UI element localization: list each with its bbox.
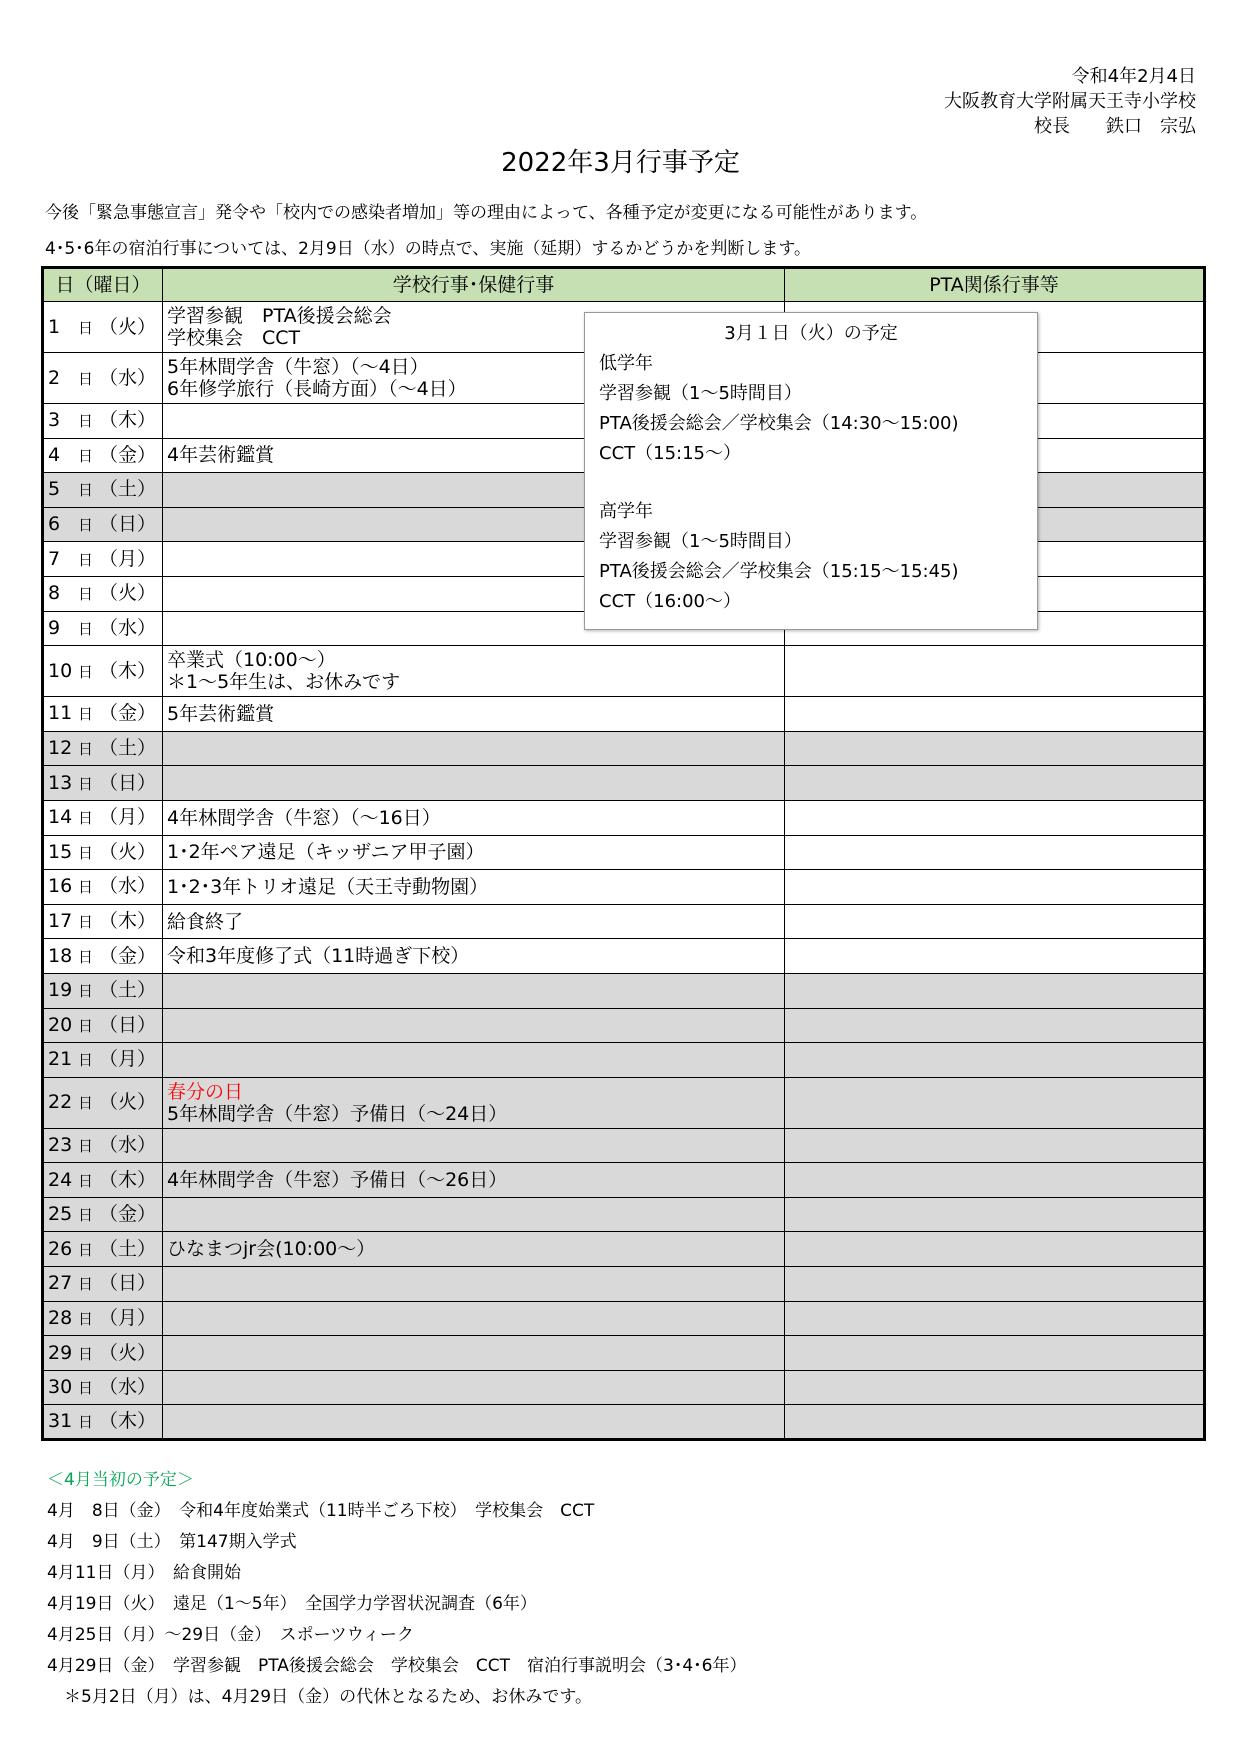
day-cell: [43, 611, 163, 646]
table-row: [43, 835, 1205, 870]
header-school-events: 学校行事･保健行事: [163, 268, 785, 302]
school-event-cell: [163, 1267, 785, 1302]
day-number: 3: [48, 409, 61, 432]
holiday-name: 春分の日: [167, 1080, 244, 1103]
table-row: [43, 1197, 1205, 1232]
school-event: 1･2年ペア遠足（キッザニア甲子園）: [167, 841, 485, 864]
letter-header: [944, 64, 1196, 139]
day-number: 13: [48, 771, 73, 794]
school-event: 4年芸術鑑賞: [167, 444, 275, 467]
day-cell: [43, 1008, 163, 1043]
weekday: （火）: [99, 840, 157, 863]
day-label: 日: [78, 1344, 94, 1363]
popup-upper-line: PTA後援会総会／学校集会（15:15～15:45): [599, 561, 959, 582]
school-event: 5年芸術鑑賞: [167, 702, 275, 725]
day-number: 10: [48, 659, 73, 682]
table-row: [43, 731, 1205, 766]
day-cell: [43, 646, 163, 697]
principal-name: 校長 鉄口 宗弘: [1034, 116, 1196, 137]
day-label: 日: [78, 878, 94, 897]
school-event: 学習参観 PTA後援会総会: [167, 305, 392, 327]
day-number: 26: [48, 1237, 73, 1260]
day-label: 日: [78, 1309, 94, 1328]
weekday: （水）: [99, 366, 157, 389]
day-cell: [43, 302, 163, 353]
april-item: 4月 8日（金） 令和4年度始業式（11時半ごろ下校） 学校集会 CCT: [47, 1501, 595, 1521]
weekday: （月）: [99, 806, 157, 829]
weekday: （火）: [99, 582, 157, 605]
day-cell: [43, 800, 163, 835]
day-number: 21: [48, 1048, 73, 1071]
weekday: （木）: [99, 910, 157, 933]
day-label: 日: [78, 369, 94, 388]
pta-event-cell: [785, 1405, 1205, 1440]
school-event-cell: [163, 904, 785, 939]
table-row: [43, 939, 1205, 974]
day-number: 12: [48, 737, 73, 760]
school-event: 4年林間学舎（牛窓）予備日（～26日）: [167, 1169, 508, 1192]
weekday: （土）: [99, 1237, 157, 1260]
day-cell: [43, 697, 163, 732]
table-row: [43, 973, 1205, 1008]
school-event: 給食終了: [167, 910, 244, 933]
table-row: [43, 1301, 1205, 1336]
day-label: 日: [78, 1275, 94, 1294]
table-row: [43, 1008, 1205, 1043]
weekday: （日）: [99, 1013, 157, 1036]
school-name: 大阪教育大学附属天王寺小学校: [944, 91, 1196, 112]
day-cell: [43, 1370, 163, 1405]
pta-event-cell: [785, 800, 1205, 835]
day-number: 2: [48, 366, 61, 389]
table-row: [43, 766, 1205, 801]
table-row: [43, 800, 1205, 835]
day-number: 8: [48, 582, 61, 605]
school-event: 1･2･3年トリオ遠足（天王寺動物園）: [167, 875, 489, 898]
pta-event-cell: [785, 1128, 1205, 1163]
popup-upper-line: 学習参観（1～5時間目）: [599, 531, 802, 552]
day-number: 5: [48, 478, 61, 501]
school-event-cell: [163, 870, 785, 905]
day-cell: [43, 1043, 163, 1078]
day-number: 17: [48, 910, 73, 933]
day-cell: [43, 973, 163, 1008]
april-item: 4月 9日（土） 第147期入学式: [47, 1532, 297, 1552]
school-event-cell: [163, 973, 785, 1008]
popup-lower-line: 学習参観（1～5時間目）: [599, 383, 802, 404]
pta-event-cell: [785, 1077, 1205, 1128]
table-row: [43, 646, 1205, 697]
day-number: 29: [48, 1341, 73, 1364]
school-event: 卒業式（10:00～）: [167, 649, 336, 672]
school-event-cell: [163, 1232, 785, 1267]
day-cell: [43, 1163, 163, 1198]
day-cell: [43, 542, 163, 577]
weekday: （土）: [99, 478, 157, 501]
day-number: 16: [48, 875, 73, 898]
pta-event-cell: [785, 766, 1205, 801]
april-item: 4月11日（月） 給食開始: [47, 1563, 241, 1583]
day-label: 日: [78, 550, 94, 569]
march-1-schedule-popup: [584, 312, 1038, 630]
pta-event-cell: [785, 1232, 1205, 1267]
school-event-cell: [163, 1336, 785, 1371]
day-number: 4: [48, 443, 61, 466]
pta-event-cell: [785, 1043, 1205, 1078]
header-pta-events: PTA関係行事等: [785, 268, 1205, 302]
table-row: [43, 1043, 1205, 1078]
header-day: 日（曜日）: [43, 268, 163, 302]
day-label: 日: [78, 516, 94, 535]
day-label: 日: [78, 1051, 94, 1070]
day-cell: [43, 1128, 163, 1163]
day-number: 23: [48, 1133, 73, 1156]
day-number: 22: [48, 1091, 73, 1114]
pta-event-cell: [785, 697, 1205, 732]
day-cell: [43, 731, 163, 766]
table-row: [43, 1077, 1205, 1128]
school-event: 学校集会 CCT: [167, 327, 301, 349]
school-event-cell: [163, 1043, 785, 1078]
day-label: 日: [78, 947, 94, 966]
day-label: 日: [78, 585, 94, 604]
day-cell: [43, 835, 163, 870]
pta-event-cell: [785, 731, 1205, 766]
day-number: 14: [48, 806, 73, 829]
pta-event-cell: [785, 1301, 1205, 1336]
popup-title: 3月１日（火）の予定: [724, 323, 898, 344]
day-cell: [43, 1301, 163, 1336]
pta-event-cell: [785, 1197, 1205, 1232]
weekday: （水）: [99, 1133, 157, 1156]
note-overnight: 4･5･6年の宿泊行事については、2月9日（水）の時点で、実施（延期）するかどうかを判断します。: [45, 239, 812, 259]
weekday: （火）: [99, 315, 157, 338]
day-cell: [43, 404, 163, 439]
day-label: 日: [78, 1206, 94, 1225]
day-label: 日: [78, 1136, 94, 1155]
table-header-row: [43, 268, 1205, 302]
april-item: 4月29日（金） 学習参観 PTA後援会総会 学校集会 CCT 宿泊行事説明会（3･4･6年）: [47, 1656, 747, 1676]
day-label: 日: [78, 318, 94, 337]
school-event: 5年林間学舎（牛窓）予備日（～24日）: [167, 1102, 508, 1125]
weekday: （金）: [99, 702, 157, 725]
school-event-cell: [163, 800, 785, 835]
pta-event-cell: [785, 1336, 1205, 1371]
day-label: 日: [78, 412, 94, 431]
school-event-cell: [163, 1077, 785, 1128]
school-event-cell: [163, 1301, 785, 1336]
weekday: （火）: [99, 1341, 157, 1364]
pta-event-cell: [785, 939, 1205, 974]
note-emergency: 今後「緊急事態宣言」発令や「校内での感染者増加」等の理由によって、各種予定が変更になる可能性があります。: [45, 203, 928, 223]
day-number: 9: [48, 616, 61, 639]
table-row: [43, 1267, 1205, 1302]
day-label: 日: [78, 843, 94, 862]
day-cell: [43, 939, 163, 974]
day-label: 日: [78, 619, 94, 638]
day-cell: [43, 473, 163, 508]
weekday: （月）: [99, 547, 157, 570]
day-cell: [43, 1405, 163, 1440]
day-label: 日: [78, 774, 94, 793]
weekday: （木）: [99, 659, 157, 682]
weekday: （月）: [99, 1306, 157, 1329]
school-event-cell: [163, 1370, 785, 1405]
pta-event-cell: [785, 973, 1205, 1008]
day-number: 24: [48, 1168, 73, 1191]
day-cell: [43, 766, 163, 801]
issue-date: 令和4年2月4日: [1071, 66, 1196, 87]
day-number: 27: [48, 1272, 73, 1295]
day-label: 日: [78, 913, 94, 932]
weekday: （火）: [99, 1091, 157, 1114]
pta-event-cell: [785, 835, 1205, 870]
day-cell: [43, 576, 163, 611]
weekday: （木）: [99, 409, 157, 432]
school-event-cell: [163, 1008, 785, 1043]
day-cell: [43, 1077, 163, 1128]
day-number: 1: [48, 315, 61, 338]
day-cell: [43, 1232, 163, 1267]
weekday: （水）: [99, 1376, 157, 1399]
day-cell: [43, 1197, 163, 1232]
weekday: （金）: [99, 1203, 157, 1226]
day-label: 日: [78, 1016, 94, 1035]
school-event-cell: [163, 835, 785, 870]
school-event-cell: [163, 1405, 785, 1440]
day-label: 日: [78, 1413, 94, 1432]
day-number: 6: [48, 513, 61, 536]
popup-lower-grade-heading: 低学年: [599, 353, 653, 374]
table-row: [43, 697, 1205, 732]
day-label: 日: [78, 982, 94, 1001]
table-row: [43, 1405, 1205, 1440]
pta-event-cell: [785, 646, 1205, 697]
school-event-cell: [163, 731, 785, 766]
popup-upper-line: CCT（16:00～）: [599, 591, 742, 612]
page-title: 2022年3月行事予定: [501, 148, 740, 178]
day-cell: [43, 1336, 163, 1371]
school-event-cell: [163, 1197, 785, 1232]
table-row: [43, 1128, 1205, 1163]
day-label: 日: [78, 705, 94, 724]
pta-event-cell: [785, 904, 1205, 939]
day-number: 20: [48, 1013, 73, 1036]
popup-spacer: [599, 469, 1023, 497]
day-label: 日: [78, 1094, 94, 1113]
weekday: （土）: [99, 979, 157, 1002]
day-number: 15: [48, 840, 73, 863]
day-number: 11: [48, 702, 73, 725]
weekday: （日）: [99, 513, 157, 536]
table-row: [43, 1163, 1205, 1198]
weekday: （金）: [99, 443, 157, 466]
school-event-cell: [163, 766, 785, 801]
pta-event-cell: [785, 1163, 1205, 1198]
school-event-cell: [163, 646, 785, 697]
day-cell: [43, 353, 163, 404]
school-event: 5年林間学舎（牛窓）（～4日）: [167, 356, 429, 378]
april-schedule: [47, 1465, 746, 1713]
table-row: [43, 1336, 1205, 1371]
weekday: （土）: [99, 737, 157, 760]
day-label: 日: [78, 1171, 94, 1190]
day-cell: [43, 904, 163, 939]
day-label: 日: [78, 481, 94, 500]
day-label: 日: [78, 1379, 94, 1398]
pta-event-cell: [785, 1267, 1205, 1302]
day-label: 日: [78, 446, 94, 465]
popup-lower-line: CCT（15:15～）: [599, 443, 742, 464]
school-event: 6年修学旅行（長崎方面）（～4日）: [167, 378, 467, 400]
school-event-cell: [163, 1128, 785, 1163]
day-cell: [43, 438, 163, 473]
table-row: [43, 1232, 1205, 1267]
weekday: （水）: [99, 616, 157, 639]
weekday: （木）: [99, 1410, 157, 1433]
day-cell: [43, 507, 163, 542]
pta-event-cell: [785, 1008, 1205, 1043]
pta-event-cell: [785, 1370, 1205, 1405]
april-item: 4月19日（火） 遠足（1～5年） 全国学力学習状況調査（6年）: [47, 1594, 537, 1614]
day-number: 19: [48, 979, 73, 1002]
day-cell: [43, 1267, 163, 1302]
school-event-cell: [163, 1163, 785, 1198]
school-event: ひなまつjr会(10:00～）: [167, 1238, 376, 1261]
school-event: ＊1～5年生は、お休みです: [167, 671, 401, 694]
school-event-cell: [163, 697, 785, 732]
weekday: （日）: [99, 1272, 157, 1295]
table-row: [43, 904, 1205, 939]
april-heading: ＜4月当初の予定＞: [47, 1470, 194, 1490]
day-label: 日: [78, 662, 94, 681]
table-row: [43, 1370, 1205, 1405]
table-row: [43, 870, 1205, 905]
day-number: 30: [48, 1376, 73, 1399]
weekday: （木）: [99, 1168, 157, 1191]
school-event: 令和3年度修了式（11時過ぎ下校）: [167, 945, 470, 968]
school-event-cell: [163, 939, 785, 974]
day-number: 18: [48, 944, 73, 967]
weekday: （月）: [99, 1048, 157, 1071]
popup-upper-grade-heading: 高学年: [599, 501, 653, 522]
day-label: 日: [78, 740, 94, 759]
april-footnote: ＊5月2日（月）は、4月29日（金）の代休となるため、お休みです。: [47, 1687, 593, 1707]
day-cell: [43, 870, 163, 905]
day-label: 日: [78, 1240, 94, 1259]
day-number: 7: [48, 547, 61, 570]
school-event: 4年林間学舎（牛窓）（～16日）: [167, 806, 441, 829]
day-label: 日: [78, 809, 94, 828]
weekday: （水）: [99, 875, 157, 898]
april-item: 4月25日（月）～29日（金） スポーツウィーク: [47, 1625, 414, 1645]
weekday: （日）: [99, 771, 157, 794]
day-number: 31: [48, 1410, 73, 1433]
popup-lower-line: PTA後援会総会／学校集会（14:30～15:00): [599, 413, 959, 434]
day-number: 28: [48, 1306, 73, 1329]
pta-event-cell: [785, 870, 1205, 905]
weekday: （金）: [99, 944, 157, 967]
day-number: 25: [48, 1203, 73, 1226]
